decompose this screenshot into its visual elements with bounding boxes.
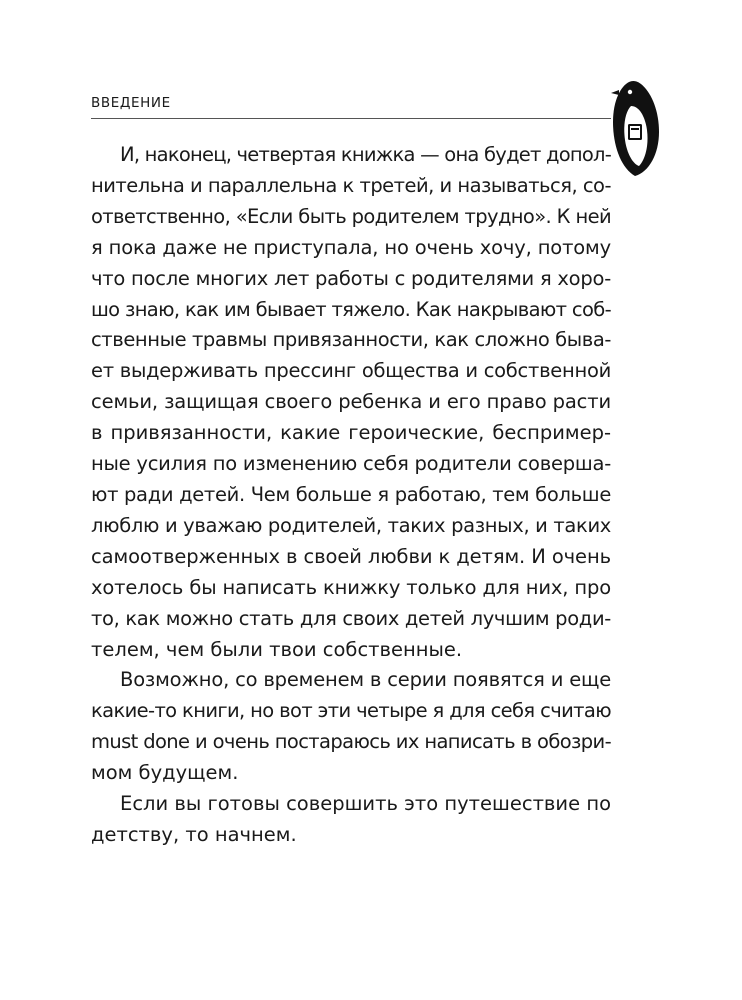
text-line: то, как можно стать для своих детей лучшим роди- xyxy=(91,606,611,630)
text-line: ственные травмы привязанности, как сложно быва- xyxy=(91,328,611,352)
text-line: must done и очень постараюсь их написать в обозри- xyxy=(91,730,611,754)
text-line: Если вы готовы совершить это путешествие по xyxy=(120,792,611,816)
text-line: ют ради детей. Чем больше я работаю, тем больше xyxy=(91,482,611,506)
text-line: И, наконец, четвертая книжка — она будет допол- xyxy=(120,143,611,166)
text-line: хотелось бы написать книжку только для них, про xyxy=(91,575,611,599)
text-line: самоотверженных в своей любви к детям. И очень xyxy=(91,544,611,568)
penguin-logo-icon xyxy=(611,80,661,178)
text-line: ответственно, «Если быть родителем трудно». К ней xyxy=(91,204,611,228)
text-line: шо знаю, как им бывает тяжело. Как накрывают соб- xyxy=(91,297,611,321)
text-line: детству, то начнем. xyxy=(91,822,297,846)
text-line: какие-то книги, но вот эти четыре я для себя считаю xyxy=(91,699,611,723)
text-line: Возможно, со временем в серии появятся и еще xyxy=(120,668,611,692)
header-rule xyxy=(91,118,611,119)
text-line: нительна и параллельна к третей, и называться, со- xyxy=(91,173,611,197)
text-line: ет выдерживать прессинг общества и собственной xyxy=(91,359,611,383)
text-line: что после многих лет работы с родителями я хоро- xyxy=(91,266,611,290)
text-line: я пока даже не приступала, но очень хочу, потому xyxy=(91,235,611,259)
paragraph xyxy=(91,789,611,851)
body-text xyxy=(91,140,611,851)
running-head: ВВЕДЕНИЕ xyxy=(91,95,171,111)
text-line: мом будущем. xyxy=(91,761,239,785)
text-line: в привязанности, какие героические, беспример- xyxy=(91,421,611,445)
text-line: ные усилия по изменению себя родители соверша- xyxy=(91,452,611,476)
text-line: телем, чем были твои собственные. xyxy=(91,637,463,661)
paragraph xyxy=(91,665,611,789)
paragraph xyxy=(91,140,611,665)
text-line: семьи, защищая своего ребенка и его право расти xyxy=(91,390,611,414)
text-line: люблю и уважаю родителей, таких разных, и таких xyxy=(91,513,611,537)
